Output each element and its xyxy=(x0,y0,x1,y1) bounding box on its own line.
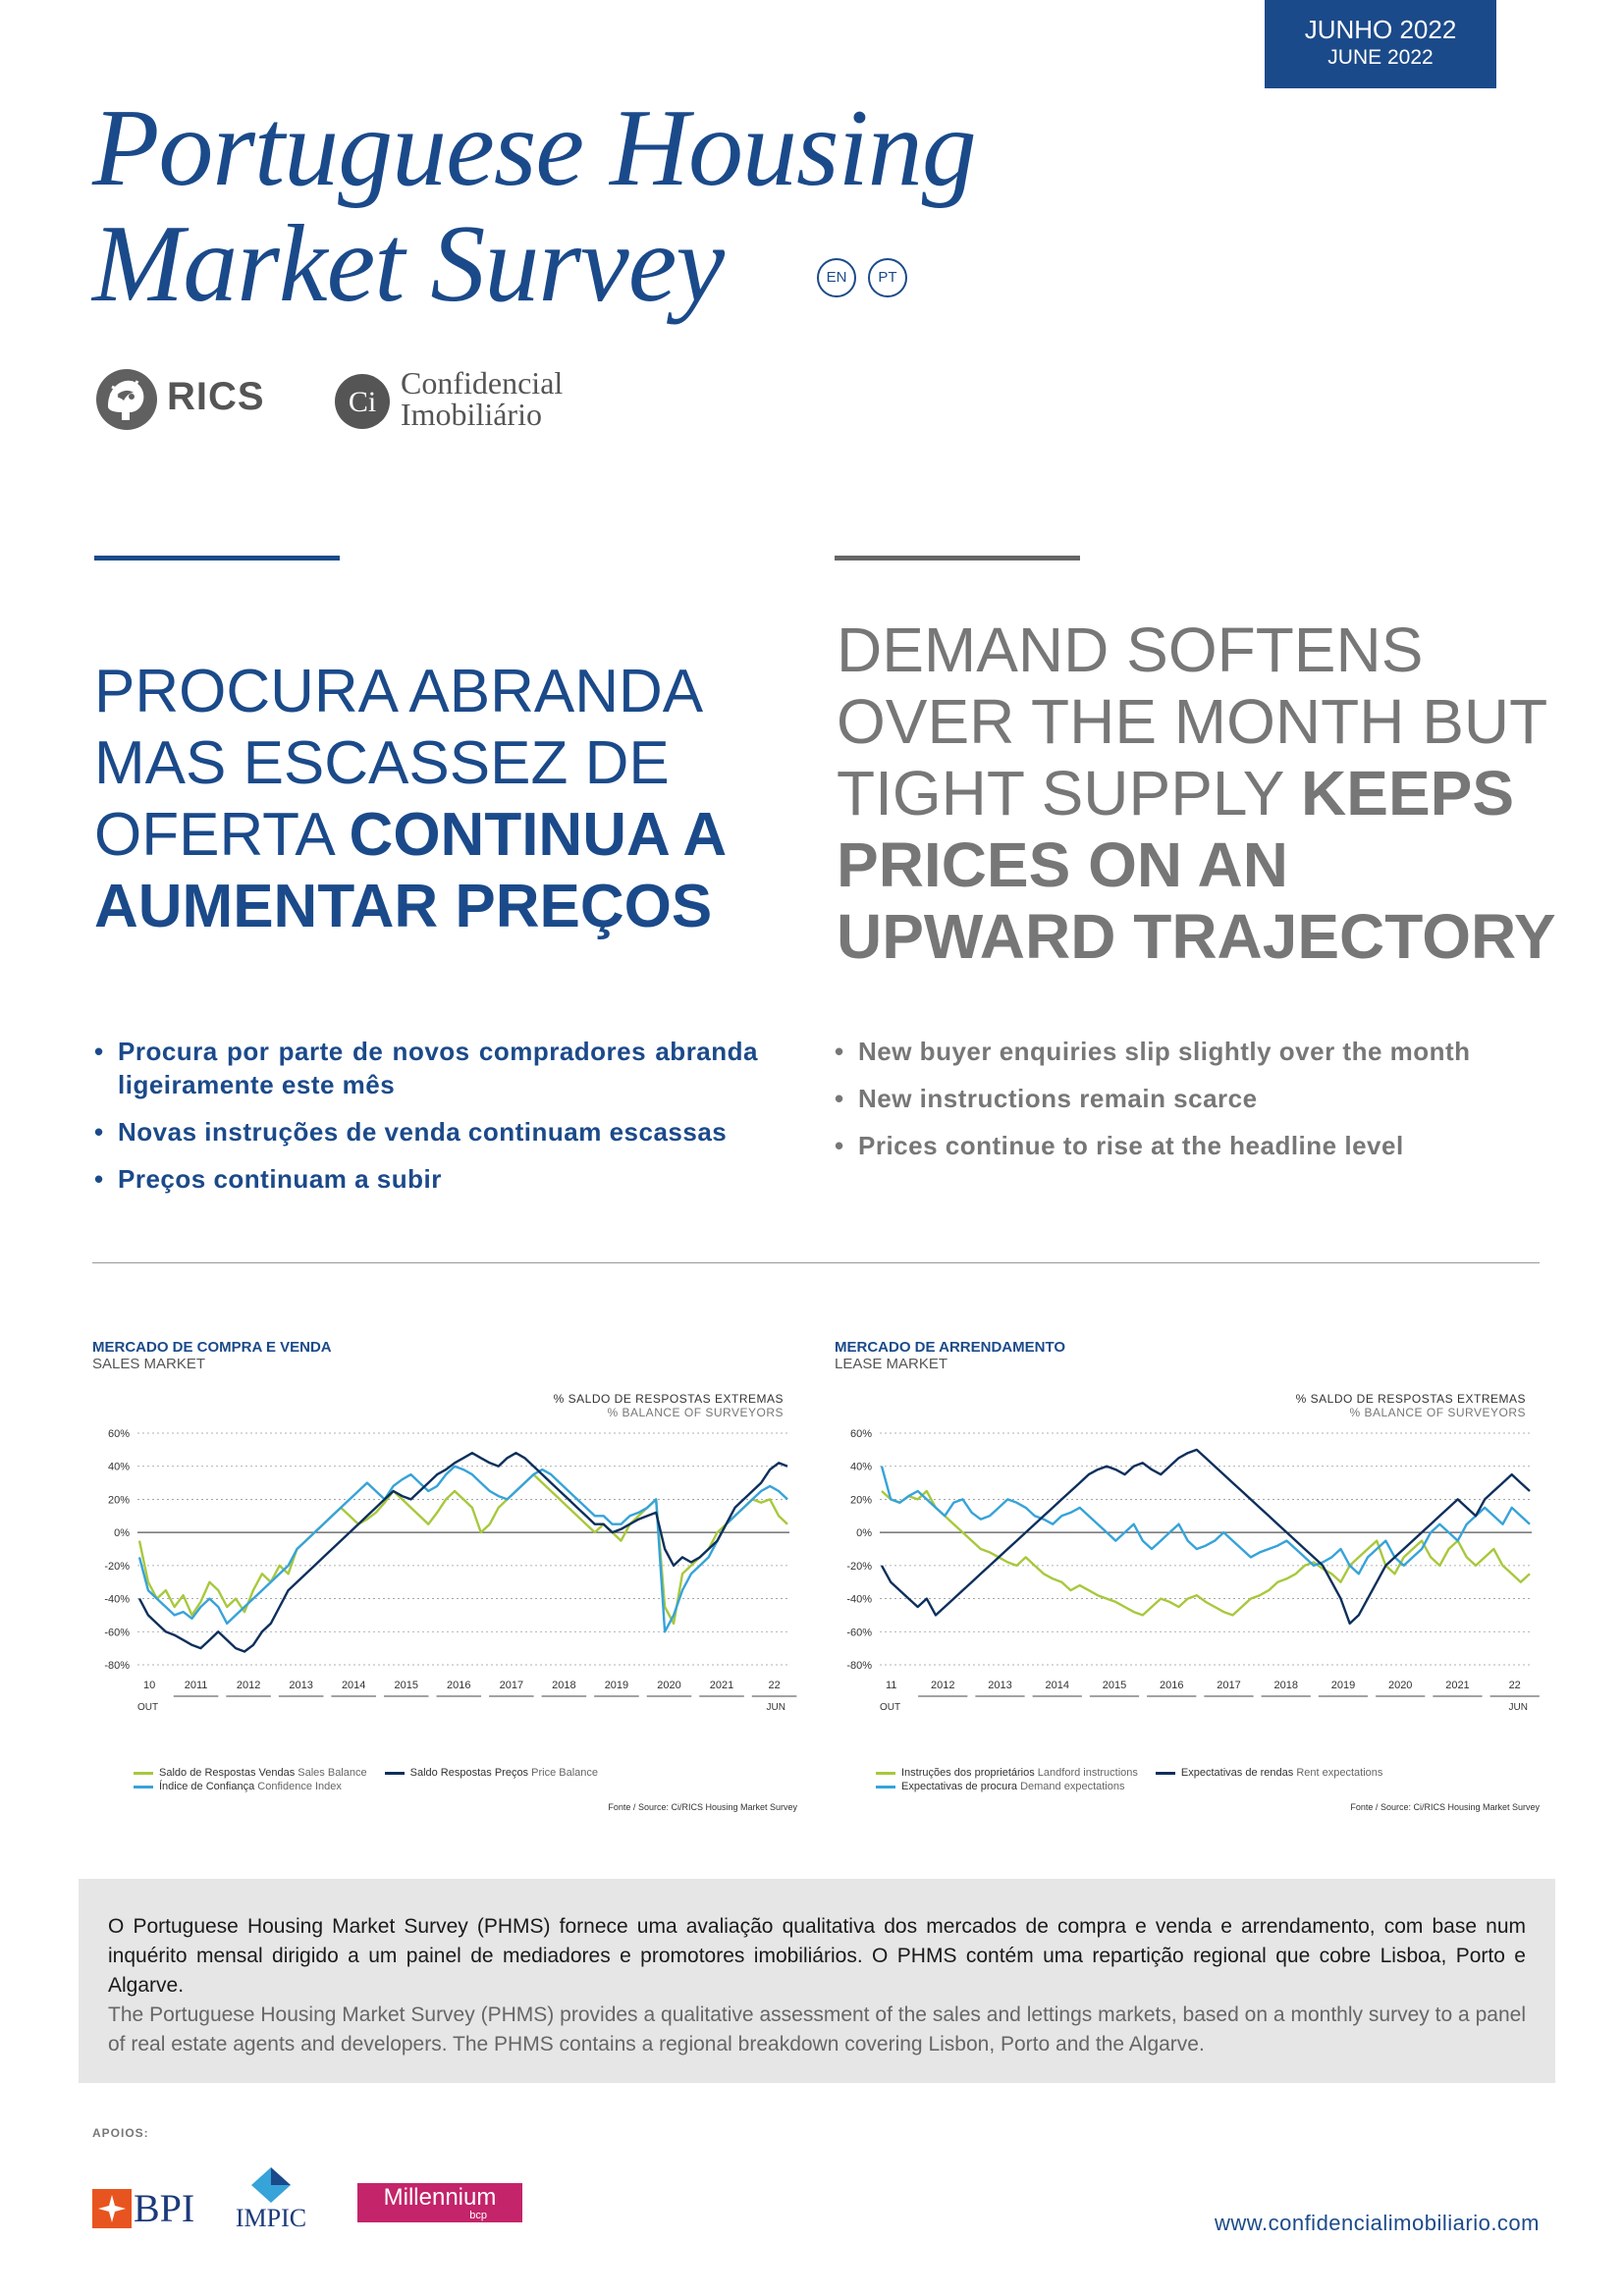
y-tick-label: 0% xyxy=(114,1527,130,1540)
headline-pt xyxy=(94,656,801,942)
lease-chart-ylabel xyxy=(1135,1392,1526,1419)
y-tick-label: -80% xyxy=(104,1660,130,1672)
info-text-en: The Portuguese Housing Market Survey (PHMS) provides a qualitative assessment of the sales and lettings markets, based on a monthly survey to a panel of real estate agents and developers. The PHMS contains a regional breakdown covering Lisbon, Porto and the Algarve. xyxy=(108,2003,1526,2056)
y-tick-label: 0% xyxy=(856,1527,872,1540)
x-tick-label: 2021 xyxy=(709,1680,734,1691)
millennium-wordmark: Millennium xyxy=(383,2184,497,2211)
legend-item: Expectativas de rendas Rent expectations xyxy=(1156,1767,1382,1779)
legend-item: Expectativas de procura Demand expectations xyxy=(876,1781,1543,1792)
impic-wordmark: IMPIC xyxy=(235,2204,307,2232)
date-pt: JUNHO 2022 xyxy=(1304,15,1457,44)
series-line xyxy=(882,1450,1530,1624)
sales-market-chart-header xyxy=(92,1339,799,1372)
y-tick-label: -20% xyxy=(104,1560,130,1573)
legend-item: Instruções dos proprietários Landford instructions xyxy=(876,1767,1138,1779)
website-link[interactable]: www.confidencialimobiliario.com xyxy=(1215,2211,1540,2235)
bullet-pt-item: • Procura por parte de novos compradores abranda ligeiramente este mês xyxy=(94,1035,758,1101)
bullet-en-item: • New instructions remain scarce xyxy=(835,1082,1542,1115)
x-tick-label: 2013 xyxy=(988,1680,1012,1691)
x-tick-label: 2021 xyxy=(1445,1680,1470,1691)
chart-source: Fonte / Source: Ci/RICS Housing Market Survey xyxy=(1350,1802,1540,1812)
y-tick-label: 40% xyxy=(849,1461,872,1473)
x-tick-label: 2019 xyxy=(1330,1680,1356,1691)
bpi-star-icon xyxy=(92,2189,132,2228)
impic-diamond-icon xyxy=(242,2165,300,2205)
y-tick-label: 60% xyxy=(849,1428,872,1440)
date-en: JUNE 2022 xyxy=(1327,46,1434,69)
title-line-2: Market Survey xyxy=(92,203,725,325)
bullets-en xyxy=(835,1035,1542,1176)
x-start-label: OUT xyxy=(880,1702,901,1713)
x-tick-label: 2018 xyxy=(552,1680,576,1691)
x-tick-label: 2019 xyxy=(604,1680,629,1691)
ci-logo-icon xyxy=(334,373,391,430)
ci-line-2: Imobiliário xyxy=(401,397,542,432)
y-tick-label: 40% xyxy=(107,1461,130,1473)
ci-wordmark xyxy=(401,367,563,430)
divider-blue xyxy=(94,556,340,561)
ylabel-pt: % SALDO DE RESPOSTAS EXTREMAS xyxy=(1295,1392,1526,1406)
x-tick-label: 22 xyxy=(768,1680,781,1691)
x-tick-label: 2015 xyxy=(1102,1680,1127,1691)
chart-subtitle: LEASE MARKET xyxy=(835,1356,948,1372)
info-text-pt: O Portuguese Housing Market Survey (PHMS) fornece uma avaliação qualitativa dos mercados de compra e venda e arrendamento, com base num inquérito mensal dirigido a um painel de mediadores e promotores imobiliários. O PHMS contém uma repartição regional que cobre Lisboa, Porto e Algarve. xyxy=(108,1915,1526,1997)
title-line-1: Portuguese Housing xyxy=(92,87,976,209)
legend-item: Saldo Respostas Preços Price Balance xyxy=(385,1767,598,1779)
rics-wordmark: RICS xyxy=(167,375,265,418)
x-tick-label: 11 xyxy=(886,1680,897,1691)
x-tick-label: 10 xyxy=(143,1680,156,1691)
x-tick-label: 2015 xyxy=(394,1680,418,1691)
headline-en-bold: KEEPS PRICES ON AN UPWARD TRAJECTORY xyxy=(837,758,1556,972)
x-tick-label: 2011 xyxy=(184,1680,208,1691)
x-end-label: JUN xyxy=(1508,1702,1528,1713)
bpi-logo xyxy=(92,2185,194,2231)
y-tick-label: -20% xyxy=(846,1560,872,1573)
chart-title: MERCADO DE COMPRA E VENDA xyxy=(92,1339,332,1356)
headline-pt-bold: CONTINUA A AUMENTAR PREÇOS xyxy=(94,801,725,940)
y-tick-label: -40% xyxy=(104,1593,130,1606)
bullet-en-item: • New buyer enquiries slip slightly over the month xyxy=(835,1035,1542,1068)
ci-line-1: Confidencial xyxy=(401,365,564,400)
headline-en-light: DEMAND SOFTENS OVER THE MONTH BUT TIGHT SUPPLY xyxy=(837,614,1547,828)
bullets-pt xyxy=(94,1035,758,1209)
x-tick-label: 2014 xyxy=(1045,1680,1069,1691)
x-tick-label: 2016 xyxy=(447,1680,471,1691)
date-badge xyxy=(1265,0,1496,88)
legend-item: Índice de Confiança Confidence Index xyxy=(134,1781,801,1792)
series-line xyxy=(139,1467,787,1632)
y-tick-label: -60% xyxy=(846,1627,872,1639)
y-tick-label: -80% xyxy=(846,1660,872,1672)
sales-chart-ylabel xyxy=(393,1392,784,1419)
lang-en-button[interactable]: EN xyxy=(817,258,856,297)
series-line xyxy=(139,1474,787,1624)
series-line xyxy=(882,1491,1530,1615)
ylabel-pt: % SALDO DE RESPOSTAS EXTREMAS xyxy=(553,1392,784,1406)
chart-title: MERCADO DE ARRENDAMENTO xyxy=(835,1339,1066,1356)
sales-chart-legend xyxy=(134,1767,801,1792)
headline-en xyxy=(837,614,1563,973)
section-divider xyxy=(92,1262,1540,1263)
sponsors-label: APOIOS: xyxy=(92,2126,149,2140)
x-tick-label: 2014 xyxy=(341,1680,366,1691)
y-tick-label: -40% xyxy=(846,1593,872,1606)
millennium-logo xyxy=(357,2183,522,2222)
ylabel-en: % BALANCE OF SURVEYORS xyxy=(1349,1406,1526,1419)
x-tick-label: 2020 xyxy=(657,1680,681,1691)
impic-logo xyxy=(228,2165,314,2233)
legend-item: Saldo de Respostas Vendas Sales Balance xyxy=(134,1767,367,1779)
millennium-sub: bcp xyxy=(469,2210,487,2221)
ylabel-en: % BALANCE OF SURVEYORS xyxy=(607,1406,784,1419)
bullet-pt-item: • Novas instruções de venda continuam escassas xyxy=(94,1115,758,1148)
x-tick-label: 2016 xyxy=(1159,1680,1184,1691)
chart-subtitle: SALES MARKET xyxy=(92,1356,206,1372)
series-line xyxy=(139,1453,787,1651)
x-start-label: OUT xyxy=(137,1702,159,1713)
bpi-wordmark: BPI xyxy=(134,2186,195,2230)
bullet-pt-item: • Preços continuam a subir xyxy=(94,1162,758,1196)
x-end-label: JUN xyxy=(766,1702,785,1713)
chart-source: Fonte / Source: Ci/RICS Housing Market Survey xyxy=(608,1802,797,1812)
bullet-en-item: • Prices continue to rise at the headline level xyxy=(835,1129,1542,1162)
x-tick-label: 2020 xyxy=(1387,1680,1413,1691)
divider-grey xyxy=(835,556,1080,561)
x-tick-label: 2013 xyxy=(289,1680,313,1691)
y-tick-label: -60% xyxy=(104,1627,130,1639)
rics-lion-logo-icon xyxy=(94,367,159,432)
x-tick-label: 2018 xyxy=(1273,1680,1298,1691)
x-tick-label: 2017 xyxy=(1217,1680,1241,1691)
lease-market-chart-header xyxy=(835,1339,1542,1372)
x-tick-label: 22 xyxy=(1508,1680,1521,1691)
sales-market-chart xyxy=(92,1423,799,1747)
svg-text:Ci: Ci xyxy=(348,386,377,418)
info-box xyxy=(79,1879,1555,2083)
lease-market-chart xyxy=(835,1423,1542,1747)
y-tick-label: 20% xyxy=(107,1494,130,1507)
y-tick-label: 60% xyxy=(107,1428,130,1440)
y-tick-label: 20% xyxy=(849,1494,872,1507)
x-tick-label: 2017 xyxy=(499,1680,524,1691)
x-tick-label: 2012 xyxy=(931,1680,955,1691)
lang-pt-button[interactable]: PT xyxy=(868,258,907,297)
lease-chart-legend xyxy=(876,1767,1543,1792)
x-tick-label: 2012 xyxy=(236,1680,261,1691)
headline-pt-light: PROCURA ABRANDA MAS ESCASSEZ DE OFERTA xyxy=(94,658,700,869)
